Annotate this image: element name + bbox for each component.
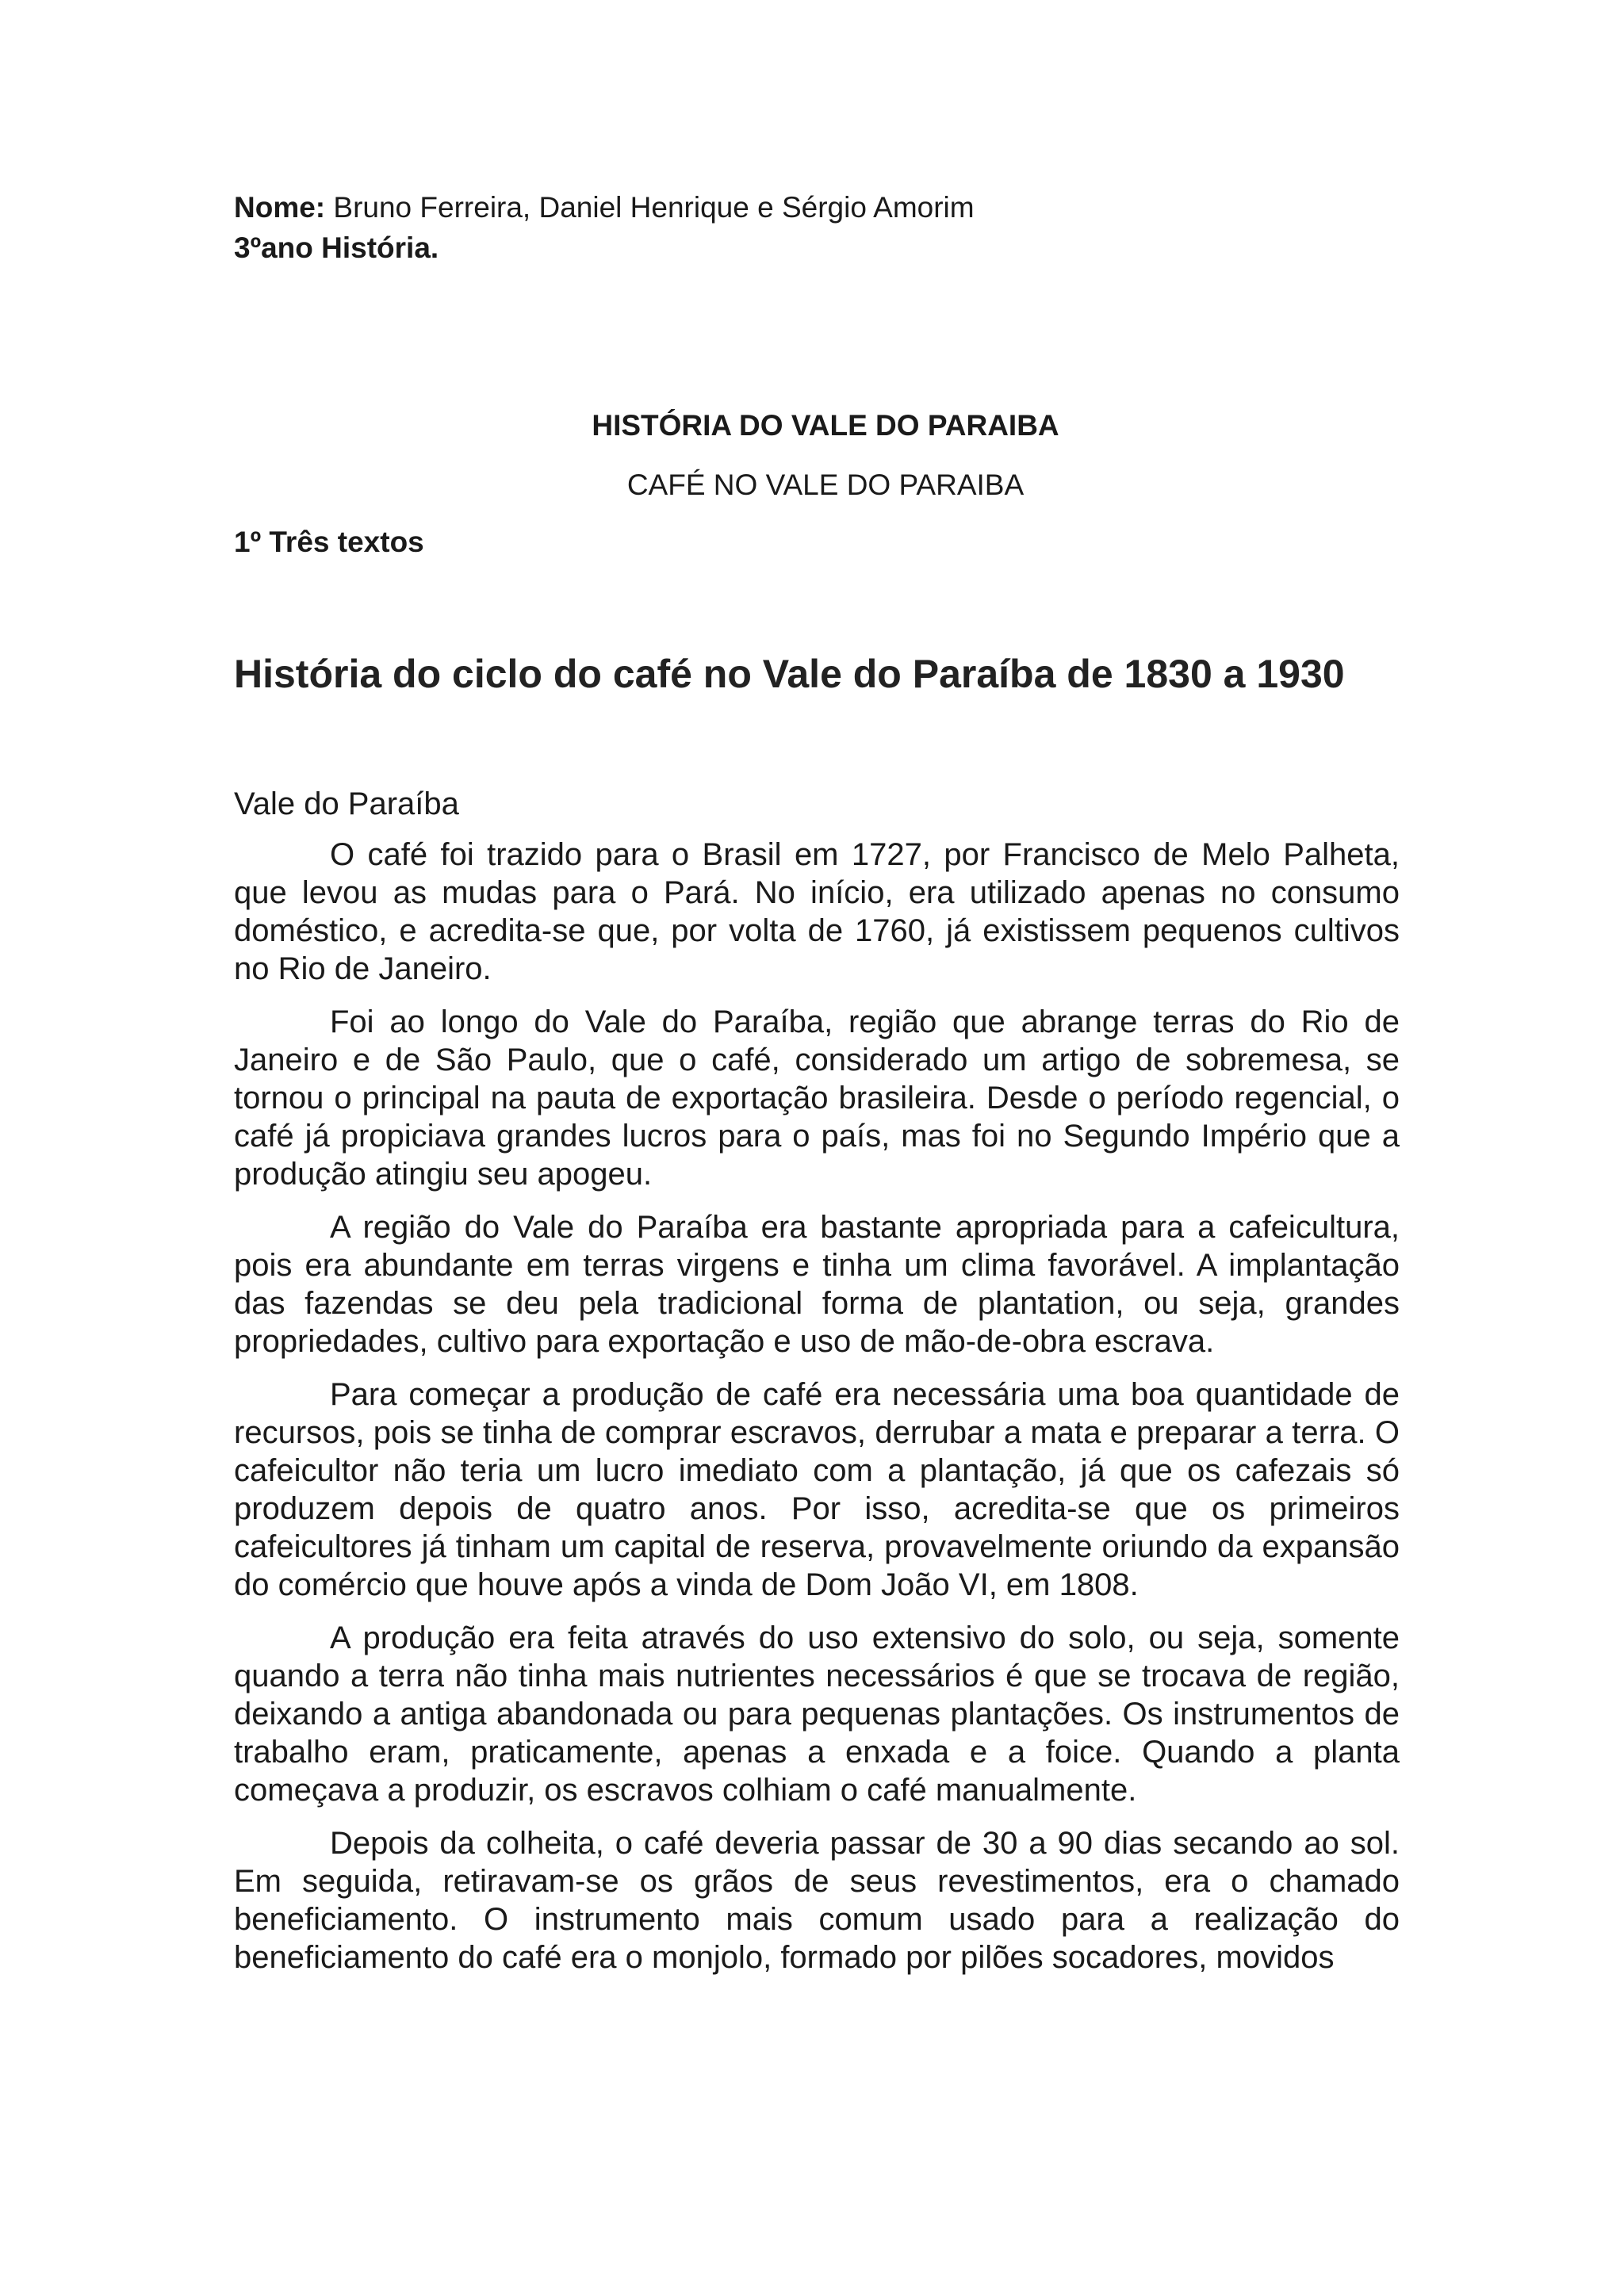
section-label: 1º Três textos bbox=[234, 526, 424, 558]
article-body bbox=[234, 836, 1400, 1992]
document-subtitle: CAFÉ NO VALE DO PARAIBA bbox=[626, 469, 1025, 501]
paragraph: Depois da colheita, o café deveria passar de 30 a 90 dias secando ao sol. Em seguida, retiravam-se os grãos de seus revestimentos, era o chamado beneficiamento. O instrumento mais comum usado para a realização do beneficiamento do café era o monjolo, formado por pilões socadores, movidos bbox=[234, 1826, 1400, 1975]
paragraph: Para começar a produção de café era necessária uma boa quantidade de recursos, pois se tinha de comprar escravos, derrubar a mata e preparar a terra. O cafeicultor não teria um lucro imediato com a plantação, já que os cafezais só produzem depois de quatro anos. Por isso, acredita-se que os primeiros cafeicultores já tinham um capital de reserva, provavelmente oriundo da expansão do comércio que houve após a vinda de Dom João VI, em 1808. bbox=[234, 1377, 1400, 1602]
paragraph: Foi ao longo do Vale do Paraíba, região que abrange terras do Rio de Janeiro e de São Paulo, que o café, considerado um artigo de sobremesa, se tornou o principal na pauta de exportação brasileira. Desde o período regencial, o café já propiciava grandes lucros para o país, mas foi no Segundo Império que a produção atingiu seu apogeu. bbox=[234, 1004, 1400, 1192]
author-names-line bbox=[234, 189, 975, 227]
paragraph: O café foi trazido para o Brasil em 1727, por Francisco de Melo Palheta, que levou as mudas para o Pará. No início, era utilizado apenas no consumo doméstico, e acredita-se que, por volta de 1760, já existissem pequenos cultivos no Rio de Janeiro. bbox=[234, 837, 1400, 986]
class-line: 3ºano História. bbox=[234, 232, 439, 264]
paragraph: A região do Vale do Paraíba era bastante apropriada para a cafeicultura, pois era abundante em terras virgens e tinha um clima favorável. A implantação das fazendas se deu pela tradicional forma de plantation, ou seja, grandes propriedades, cultivo para exportação e uso de mão-de-obra escrava. bbox=[234, 1210, 1400, 1359]
region-label: Vale do Paraíba bbox=[234, 786, 459, 821]
document-title: HISTÓRIA DO VALE DO PARAIBA bbox=[592, 409, 1059, 442]
name-label: Nome: bbox=[234, 191, 326, 224]
paragraph: A produção era feita através do uso extensivo do solo, ou seja, somente quando a terra não tinha mais nutrientes necessários é que se trocava de região, deixando a antiga abandonada ou para pequenas plantações. Os instrumentos de trabalho eram, praticamente, apenas a enxada e a foice. Quando a planta começava a produzir, os escravos colhiam o café manualmente. bbox=[234, 1621, 1400, 1808]
article-heading: História do ciclo do café no Vale do Paraíba de 1830 a 1930 bbox=[234, 652, 1345, 696]
author-names: Bruno Ferreira, Daniel Henrique e Sérgio Amorim bbox=[325, 191, 975, 224]
